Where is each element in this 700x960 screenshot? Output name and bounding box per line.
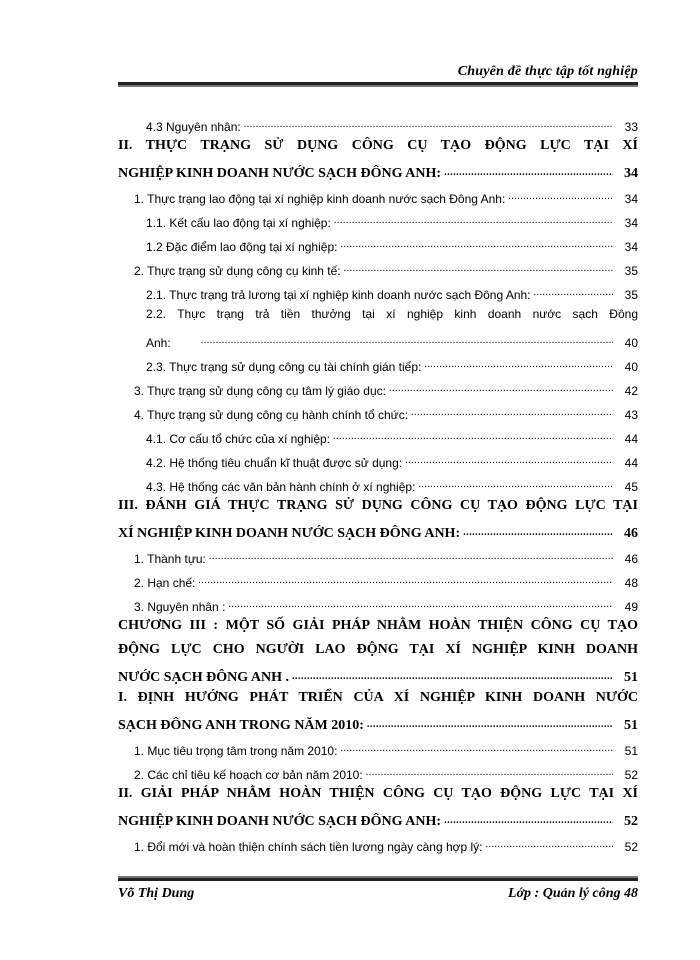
toc-entry <box>118 182 638 206</box>
toc-page-number: 40 <box>624 360 638 374</box>
toc-entry <box>118 734 638 758</box>
toc-entry <box>118 758 638 782</box>
toc-page-number: 34 <box>624 240 638 254</box>
toc-entry-text: Anh: <box>146 336 171 350</box>
toc-entry <box>118 830 638 854</box>
toc-page-number: 34 <box>624 192 638 206</box>
toc-entry-text: 2. Các chỉ tiêu kế hoạch cơ bản năm 2010: <box>134 768 363 782</box>
toc-entry <box>118 446 638 470</box>
toc-entry <box>118 278 638 302</box>
toc-leader <box>333 431 613 442</box>
toc-leader <box>486 839 613 850</box>
toc-entry-text: 2. Hạn chế: <box>134 576 196 590</box>
toc-page-number: 45 <box>624 480 638 494</box>
toc-heading-line: NGHIỆP KINH DOANH NƯỚC SẠCH ĐÔNG ANH: <box>118 814 442 829</box>
toc-entry-text: 2.1. Thực trạng trả lương tại xí nghiệp kinh doanh nước sạch Đông Anh: <box>146 288 531 302</box>
toc-leader <box>340 743 613 754</box>
toc-heading-line: SẠCH ĐÔNG ANH TRONG NĂM 2010: <box>118 718 364 733</box>
toc-entry-text: 1. Mục tiêu trọng tâm trong năm 2010: <box>134 744 338 758</box>
toc-heading <box>118 134 638 158</box>
toc-leader <box>340 239 613 250</box>
toc-page-number: 46 <box>624 552 638 566</box>
toc-entry <box>118 206 638 230</box>
toc-page-number: 46 <box>624 526 638 541</box>
toc-leader <box>244 119 613 130</box>
toc-entry <box>118 254 638 278</box>
toc-entry <box>118 398 638 422</box>
toc-entry <box>118 422 638 446</box>
toc-page-number: 35 <box>624 288 638 302</box>
toc-leader <box>201 335 613 346</box>
toc-entry <box>118 230 638 254</box>
toc-page-number: 43 <box>624 408 638 422</box>
toc-entry-text: 4.1. Cơ cấu tổ chức của xí nghiệp: <box>146 432 331 446</box>
toc-heading-line: I. ĐỊNH HƯỚNG PHÁT TRIỂN CỦA XÍ NGHIỆP KINH DOANH NƯỚC <box>118 690 638 705</box>
toc-entry-text: 3. Nguyên nhân : <box>134 600 226 614</box>
toc-leader <box>508 191 613 202</box>
toc-leader <box>366 767 613 778</box>
toc-entry <box>118 302 638 326</box>
header-title: Chuyên đề thực tập tốt nghiệp <box>457 64 638 79</box>
toc-entry-text: 1. Thực trạng lao động tại xí nghiệp kinh doanh nước sạch Đông Anh: <box>134 192 506 206</box>
toc-leader <box>292 671 613 682</box>
toc-leader <box>424 359 613 370</box>
toc-heading-line: XÍ NGHIỆP KINH DOANH NƯỚC SẠCH ĐÔNG ANH: <box>118 526 461 541</box>
toc-entry <box>118 374 638 398</box>
toc-entry-text: 2. Thực trạng sử dụng công cụ kinh tế: <box>134 264 341 278</box>
toc-entry-text: 2.2. Thực trạng trả tiền thưởng tại xí nghiệp kinh doanh nước sạch Đông <box>146 307 638 321</box>
footer-class: Lớp : Quản lý công 48 <box>507 886 638 901</box>
toc-leader <box>389 383 613 394</box>
toc-leader <box>367 719 613 730</box>
toc-entry <box>118 566 638 590</box>
page-header <box>118 60 638 82</box>
toc-leader <box>228 599 613 610</box>
toc-page-number: 51 <box>624 670 638 685</box>
toc-page-number: 48 <box>624 576 638 590</box>
toc-page-number: 51 <box>624 718 638 733</box>
toc-entry-text: 4.3. Hệ thống các văn bản hành chính ở xí nghiệp: <box>146 480 416 494</box>
toc-leader <box>405 455 613 466</box>
toc-leader <box>411 407 613 418</box>
toc-heading <box>118 782 638 806</box>
toc-heading-line: CHƯƠNG III : MỘT SỐ GIẢI PHÁP NHẰM HOÀN THIỆN CÔNG CỤ TẠO <box>118 618 638 633</box>
toc-entry-text: 4. Thực trạng sử dụng công cụ hành chính tổ chức: <box>134 408 409 422</box>
toc-entry-text: 1.2 Đặc điểm lao động tại xí nghiệp: <box>146 240 338 254</box>
toc-entry-text: 1.1. Kết cấu lao động tại xí nghiệp: <box>146 216 331 230</box>
toc-heading-line: ĐỘNG LỰC CHO NGƯỜI LAO ĐỘNG TẠI XÍ NGHIỆP KINH DOANH <box>118 642 638 657</box>
footer-rule <box>118 878 638 881</box>
toc-entry <box>118 350 638 374</box>
toc-heading <box>118 614 638 638</box>
toc-entry-text: 1. Thành tựu: <box>134 552 206 566</box>
header-rule <box>118 82 638 85</box>
toc-page-number: 44 <box>624 432 638 446</box>
toc-page-number: 34 <box>624 216 638 230</box>
toc-entry-text: 4.3 Nguyên nhân: <box>146 120 241 134</box>
toc-heading <box>118 494 638 518</box>
toc-leader <box>198 575 613 586</box>
toc-page-number: 52 <box>624 814 638 829</box>
toc-entry <box>118 470 638 494</box>
toc-leader <box>444 167 613 178</box>
toc-page-number: 40 <box>624 336 638 350</box>
toc-entry-text: 2.3. Thực trạng sử dụng công cụ tài chính gián tiếp: <box>146 360 422 374</box>
toc-heading-line: III. ĐÁNH GIÁ THỰC TRẠNG SỬ DỤNG CÔNG CỤ TẠO ĐỘNG LỰC TẠI <box>118 498 638 513</box>
page-footer <box>118 878 638 908</box>
toc-leader <box>209 551 613 562</box>
toc-page-number: 34 <box>624 166 638 181</box>
toc-leader <box>534 287 613 298</box>
toc-entry-text: 1. Đổi mới và hoàn thiện chính sách tiền lương ngày càng hợp lý: <box>134 840 483 854</box>
toc-leader <box>463 527 613 538</box>
toc-page-number: 51 <box>624 744 638 758</box>
toc-entry <box>118 542 638 566</box>
toc-heading <box>118 686 638 710</box>
toc-leader <box>444 815 613 826</box>
toc-entry-text: 3. Thực trạng sử dụng công cụ tâm lý giáo dục: <box>134 384 386 398</box>
toc-page-number: 42 <box>624 384 638 398</box>
toc-entry-text: 4.2. Hệ thống tiêu chuẩn kĩ thuật được sử dụng: <box>146 456 403 470</box>
toc-page-number: 44 <box>624 456 638 470</box>
toc-heading-line: II. THỰC TRẠNG SỬ DỤNG CÔNG CỤ TẠO ĐỘNG LỰC TẠI XÍ <box>118 138 638 153</box>
toc-page-number: 52 <box>624 840 638 854</box>
toc-page-number: 35 <box>624 264 638 278</box>
toc-page-number: 49 <box>624 600 638 614</box>
toc-entry <box>118 590 638 614</box>
toc-leader <box>344 263 613 274</box>
toc-heading-line: NƯỚC SẠCH ĐÔNG ANH . <box>118 670 289 685</box>
toc-heading-line: NGHIỆP KINH DOANH NƯỚC SẠCH ĐÔNG ANH: <box>118 166 442 181</box>
toc-heading-line: II. GIẢI PHÁP NHẰM HOÀN THIỆN CÔNG CỤ TẠO ĐỘNG LỰC TẠI XÍ <box>118 786 638 801</box>
footer-author: Võ Thị Dung <box>118 886 195 901</box>
toc-leader <box>334 215 613 226</box>
toc-page-number: 52 <box>624 768 638 782</box>
toc-entry <box>118 110 638 134</box>
toc-page-number: 33 <box>624 120 638 134</box>
toc-leader <box>418 479 613 490</box>
